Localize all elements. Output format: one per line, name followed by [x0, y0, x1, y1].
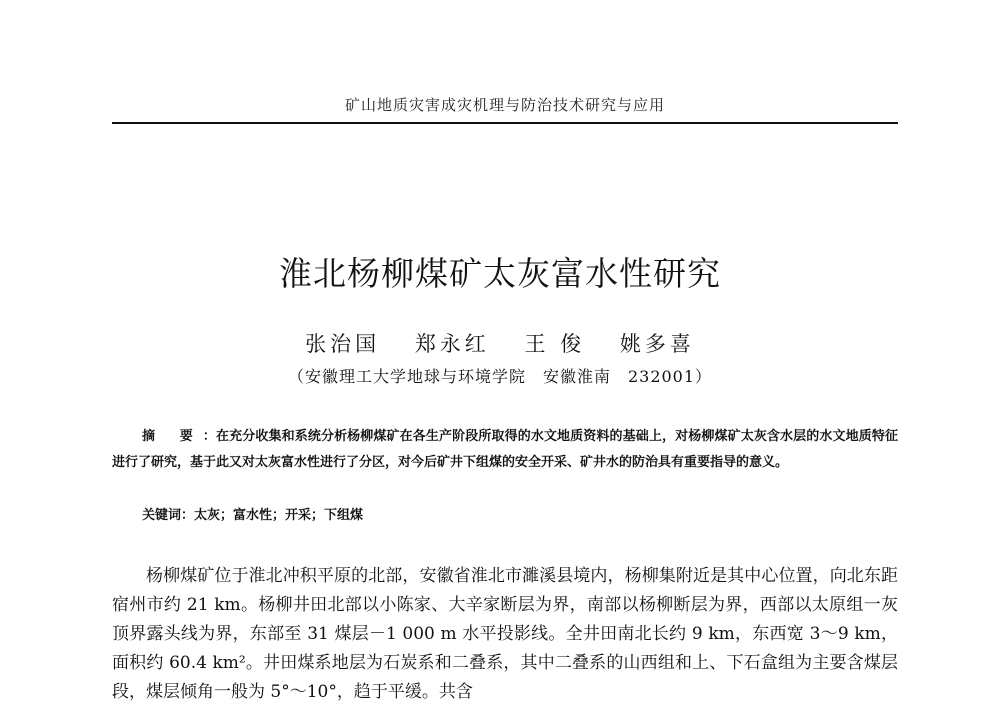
- keywords-text: ：太灰；富水性；开采；下组煤: [181, 508, 364, 523]
- body-paragraph: 杨柳煤矿位于淮北冲积平原的北部，安徽省淮北市濉溪县境内，杨柳集附近是其中心位置，向北东距宿州市约 21 km。杨柳井田北部以小陈家、大辛家断层为界，南部以杨柳断层为界，西部以太原组一灰顶界露头线为界，东部至 31 煤层－1 000 m 水平投影线。全井田南北长约 9 km，东西宽 3～9 km，面积约 60.4 km²。井田煤系地层为石炭系和二叠系，其中二叠系的山西组和上、下石盒组为主要含煤层段，煤层倾角一般为 5°～10°，趋于平缓。共含: [112, 566, 898, 702]
- keywords-label: 关键词: [142, 508, 182, 523]
- author-name: 郑永红: [414, 332, 490, 356]
- abstract-label: 摘 要: [142, 429, 203, 444]
- paper-title: 淮北杨柳煤矿太灰富水性研究: [279, 254, 721, 293]
- abstract-text: ：在充分收集和系统分析杨柳煤矿在各生产阶段所取得的水文地质资料的基础上，对杨柳煤矿太灰含水层的水文地质特征进行了研究，基于此又对太灰富水性进行了分区，对今后矿井下组煤的安全开采、矿井水的防治具有重要指导的意义。: [112, 429, 898, 470]
- keywords: [142, 504, 363, 523]
- header-rule: [112, 122, 898, 124]
- running-header: 矿山地质灾害成灾机理与防治技术研究与应用: [344, 96, 665, 114]
- author-name: 张治国: [305, 332, 381, 356]
- author-affiliation: （安徽理工大学地球与环境学院 安徽淮南 232001）: [287, 367, 713, 386]
- author-name: 王 俊: [524, 332, 586, 356]
- abstract: [112, 424, 898, 476]
- author-list: [0, 328, 1000, 358]
- author-name: 姚多喜: [619, 332, 695, 356]
